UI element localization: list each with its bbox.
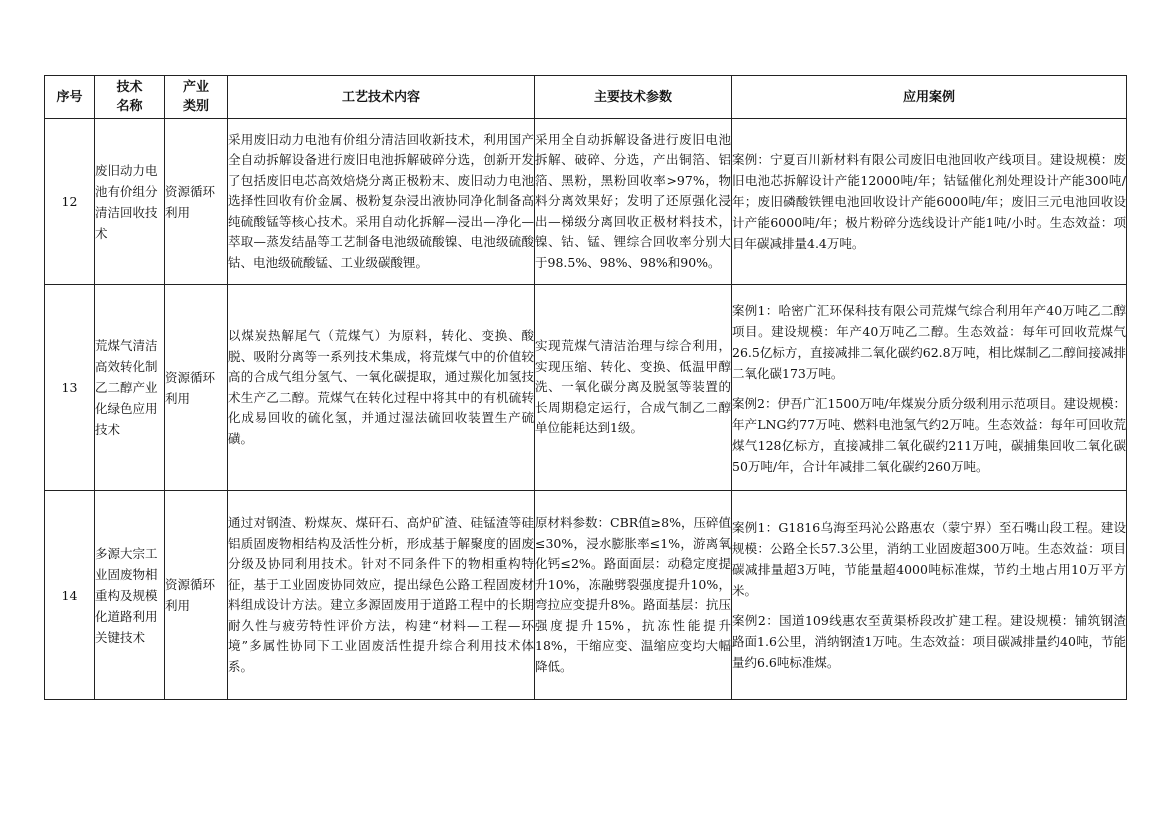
case-paragraph: 案例2：国道109线惠农至黄渠桥段改扩建工程。建设规模：铺筑钢渣路面1.6公里，消纳钢渣1万吨。生态效益：项目碳减排量约40吨，节能量约6.6吨标准煤。 [732,613,1126,670]
header-cases: 应用案例 [732,76,1127,119]
application-cases [732,491,1127,700]
header-name: 技术名称 [95,76,165,119]
tech-name: 废旧动力电池有价组分清洁回收技术 [95,119,165,285]
row-number: 14 [45,491,95,700]
header-category: 产业类别 [165,76,228,119]
case-paragraph: 案例1：哈密广汇环保科技有限公司荒煤气综合利用年产40万吨乙二醇项目。建设规模：年产40万吨乙二醇。生态效益：每年可回收荒煤气26.5亿标方，直接减排二氧化碳约62.8万吨，相比煤制乙二醇间接减排二氧化碳173万吨。 [732,302,1126,381]
table-row [45,119,1127,285]
table-row [45,285,1127,491]
industry-category: 资源循环利用 [165,491,228,700]
application-cases [732,285,1127,491]
header-params: 主要技术参数 [535,76,732,119]
case-paragraph: 案例2：伊吾广汇1500万吨/年煤炭分质分级利用示范项目。建设规模：年产LNG约77万吨、燃料电池氢气约2万吨。生态效益：每年可回收荒煤气128亿标方，直接减排二氧化碳约211万吨，碳捕集回收二氧化碳50万吨/年，合计年减排二氧化碳约260万吨。 [732,395,1126,474]
process-content: 通过对钢渣、粉煤灰、煤矸石、高炉矿渣、硅锰渣等硅铝质固废物相结构及活性分析，形成基于解聚度的固废分级及协同利用技术。针对不同条件下的物相重构特征，基于工业固废协同效应，提出绿色公路工程固废材料组成设计方法。建立多源固废用于道路工程中的长期耐久性与疲劳特性评价方法，构建“材料—工程—环境”多属性协同下工业固废活性提升综合利用技术体系。 [228,491,535,700]
row-number: 13 [45,285,95,491]
application-cases [732,119,1127,285]
industry-category: 资源循环利用 [165,119,228,285]
case-paragraph: 案例1：G1816乌海至玛沁公路惠农（蒙宁界）至石嘴山段工程。建设规模：公路全长57.3公里，消纳工业固废超300万吨。生态效益：项目碳减排量超3万吨，节能量超4000吨标准煤，节约土地占用10万平方米。 [732,520,1126,598]
case-paragraph: 案例：宁夏百川新材料有限公司废旧电池回收产线项目。建设规模：废旧电池芯拆解设计产能12000吨/年；钴锰催化剂处理设计产能300吨/年；废旧磷酸铁锂电池回收设计产能6000吨/年；废旧三元电池回收设计产能6000吨/年；极片粉碎分选线设计产能1吨/小时。生态效益：项目年碳减排量4.4万吨。 [732,152,1126,251]
industry-category: 资源循环利用 [165,285,228,491]
header-row [45,76,1127,119]
tech-params: 实现荒煤气清洁治理与综合利用，实现压缩、转化、变换、低温甲醇洗、一氧化碳分离及脱氢等装置的长周期稳定运行，合成气制乙二醇单位能耗达到1级。 [535,285,732,491]
technology-table [44,75,1127,700]
process-content: 以煤炭热解尾气（荒煤气）为原料，转化、变换、酸脱、吸附分离等一系列技术集成，将荒煤气中的价值较高的合成气组分氢气、一氧化碳提取，通过羰化加氢技术生产乙二醇。荒煤气在转化过程中将其中的有机硫转化成易回收的硫化氢，并通过湿法硫回收装置生产硫磺。 [228,285,535,491]
process-content: 采用废旧动力电池有价组分清洁回收新技术，利用国产全自动拆解设备进行废旧电池拆解破碎分选，创新开发了包括废旧电芯高效焙烧分离正极粉末、废旧动力电池选择性回收有价金属、极粉复杂浸出液协同净化制备高纯硫酸锰等核心技术。采用自动化拆解—浸出—净化—萃取—蒸发结晶等工艺制备电池级硫酸镍、电池级硫酸钴、电池级硫酸锰、工业级碳酸锂。 [228,119,535,285]
row-number: 12 [45,119,95,285]
tech-name: 多源大宗工业固废物相重构及规模化道路利用关键技术 [95,491,165,700]
table-row [45,491,1127,700]
tech-params: 原材料参数：CBR值≥8%，压碎值≤30%，浸水膨胀率≤1%，游离氧化钙≤2%。路面面层：动稳定度提升10%，冻融劈裂强度提升10%，弯拉应变提升8%。路面基层：抗压强度提升15%，抗冻性能提升18%，干缩应变、温缩应变均大幅降低。 [535,491,732,700]
header-no: 序号 [45,76,95,119]
header-process: 工艺技术内容 [228,76,535,119]
tech-name: 荒煤气清洁高效转化制乙二醇产业化绿色应用技术 [95,285,165,491]
tech-params: 采用全自动拆解设备进行废旧电池拆解、破碎、分选，产出铜箔、铝箔、黑粉，黑粉回收率>97%，物料分离效果好；发明了还原强化浸出—梯级分离回收正极材料技术，镍、钴、锰、锂综合回收率分别大于98.5%、98%、98%和90%。 [535,119,732,285]
